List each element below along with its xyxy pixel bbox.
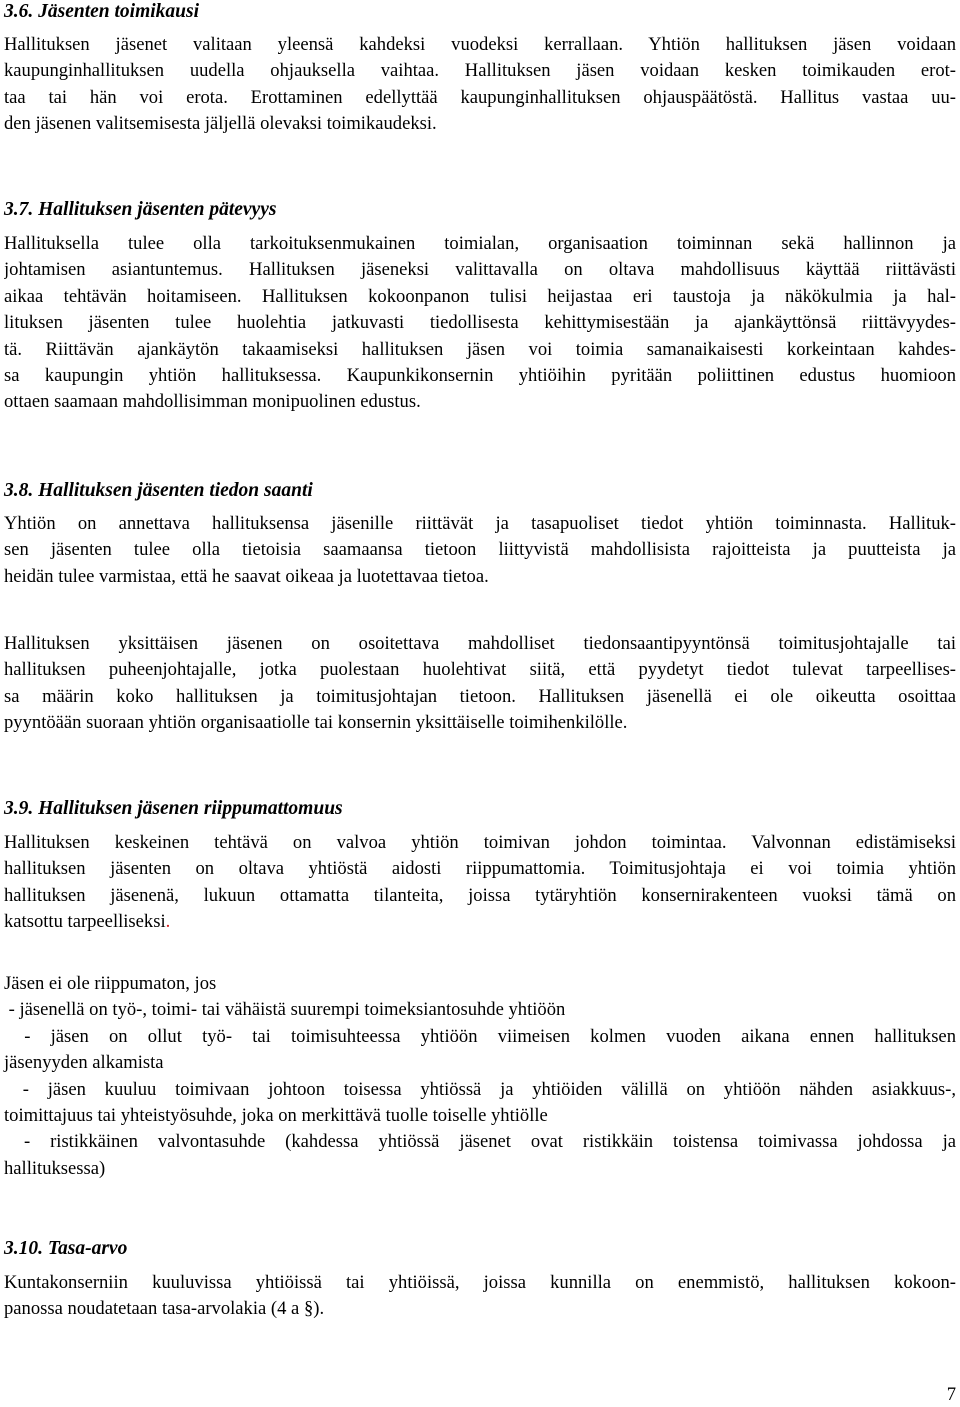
text-line: Kuntakonserniin kuuluvissa yhtiöissä tai yhtiöissä, joissa kunnilla on enemmistö, hallituksen kokoon- [4,1272,956,1293]
text-line: johtamisen asiantuntemus. Hallituksen jäseneksi valittavalla on oltava mahdollisuus käyttää riittävästi [4,259,956,281]
section-heading-3-6: 3.6. Jäsenten toimikausi [4,1,200,22]
section-heading-3-7: 3.7. Hallituksen jäsenten pätevyys [4,199,277,220]
text-line: Hallituksen jäsenet valitaan yleensä kahdeksi vuodeksi kerrallaan. Yhtiön hallituksen jäsen voidaan [4,34,956,55]
text-line: sa määrin koko hallituksen ja toimitusjohtajan tietoon. Hallituksen jäsenellä ei ole oikeutta osoittaa [4,685,956,707]
text-line: Hallituksella tulee olla tarkoituksenmukainen toimialan, organisaation toiminnan sekä hallinnon ja [4,233,956,254]
text-line: ottaen saamaan mahdollisimman monipuolinen edustus. [4,391,421,413]
text-line: lituksen jäsenten tulee huolehtia jatkuvasti tiedollisesta kehittymisestään ja ajankäyttönsä riittävyydes- [4,312,956,334]
text-line: Yhtiön on annettava hallituksensa jäsenille riittävät ja tasapuoliset tiedot yhtiön toiminnasta. Hallituk- [4,513,956,534]
list-item: - ristikkäinen valvontasuhde (kahdessa yhtiössä jäsenet ovat ristikkäin toistensa toimivassa johdossa ja [4,1131,956,1153]
text-line: Jäsen ei ole riippumaton, jos [4,973,217,994]
text-line: pyyntöään suoraan yhtiön organisaatiolle tai konsernin yksittäiselle toimihenkilölle. [4,712,628,734]
text-line: hallituksen jäsenten on oltava yhtiöstä aidosti riippumattomia. Toimitusjohtaja ei voi toimia yhtiön [4,858,956,880]
text-line: taa tai hän voi erota. Erottaminen edellyttää kaupunginhallituksen ohjauspäätöstä. Hallitus vastaa uu- [4,86,956,108]
text-line: heidän tulee varmistaa, että he saavat oikeaa ja luotettavaa tietoa. [4,565,489,587]
section-heading-3-10: 3.10. Tasa-arvo [4,1238,128,1259]
text-line: hallituksen jäsenenä, lukuun ottamatta tilanteita, joissa tytäryhtiön konsernirakenteen vuoksi tämä on [4,884,956,906]
paragraph-3-10 [4,1270,956,1323]
text-line: tä. Riittävän ajankäytön takaamiseksi hallituksen jäsen voi toimia samanaikaisesti korkeintaan kahdes- [4,338,956,360]
section-heading-3-9: 3.9. Hallituksen jäsenen riippumattomuus [4,798,343,819]
text-fragment: katsottu tarpeelliseksi [4,911,166,933]
list-item: - jäsenellä on työ-, toimi- tai vähäistä suurempi toimeksiantosuhde yhtiöön [4,999,566,1021]
paragraph-3-9-a [4,830,956,936]
paragraph-3-9-b [4,971,956,1182]
list-item: - jäsen kuuluu toimivaan johtoon toisessa yhtiössä ja yhtiöiden välillä on yhtiöön nähden asiakkuus-, [4,1078,956,1100]
section-heading-3-8: 3.8. Hallituksen jäsenten tiedon saanti [4,480,313,501]
paragraph-3-8-a [4,511,956,590]
text-line: aikaa tehtävän hoitamiseen. Hallituksen kokoonpanon tulisi heijastaa eri taustoja ja näkökulmia ja hal- [4,285,956,307]
text-line: sa kaupungin yhtiön hallituksessa. Kaupunkikonsernin yhtiöihin pyritään poliittinen edustus huomioon [4,364,956,386]
list-item: - jäsen on ollut työ- tai toimisuhteessa yhtiöön viimeisen kolmen vuoden aikana ennen hallituksen [4,1025,956,1047]
text-line: hallituksessa) [4,1157,106,1179]
text-line: sen jäsenten tulee olla tietoisia saamaansa tietoon liittyvistä mahdollisista rajoitteista ja puutteista ja [4,539,956,561]
text-line: panossa noudatetaan tasa-arvolakia (4 a §). [4,1298,325,1320]
page-number: 7 [946,1384,956,1405]
text-line: toimittajuus tai yhteistyösuhde, joka on merkittävä tuolle toiselle yhtiölle [4,1104,548,1126]
red-period-mark: . [165,911,171,933]
text-line: den jäsenen valitsemisesta jäljellä olevaksi toimikaudeksi. [4,113,437,135]
paragraph-3-7 [4,231,956,416]
paragraph-3-8-b [4,631,956,737]
text-line: Hallituksen yksittäisen jäsenen on osoitettava mahdolliset tiedonsaantipyyntönsä toimitusjohtajalle tai [4,633,956,654]
text-line: kaupunginhallituksen uudella ohjauksella vaihtaa. Hallituksen jäsen voidaan kesken toimikauden erot- [4,60,956,82]
text-line [4,909,956,935]
paragraph-3-6 [4,32,956,138]
text-line: jäsenyyden alkamista [4,1052,164,1074]
text-line: Hallituksen keskeinen tehtävä on valvoa yhtiön toimivan johdon toimintaa. Valvonnan edistämiseksi [4,832,956,853]
text-line: hallituksen puheenjohtajalle, jotka puolestaan huolehtivat siitä, että pyydetyt tiedot tulevat tarpeellises- [4,659,956,681]
